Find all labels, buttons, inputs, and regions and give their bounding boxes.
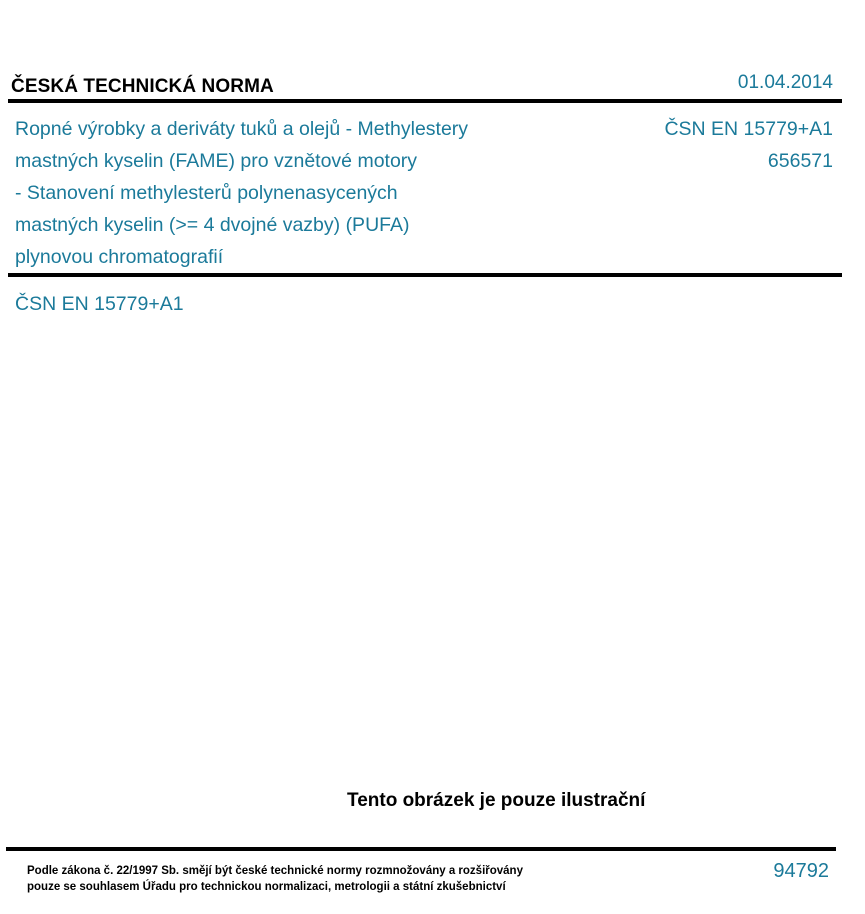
- standard-title: [15, 113, 535, 273]
- standard-title-line: - Stanovení methylesterů polynenasycených: [15, 182, 398, 204]
- standard-sub-code: ČSN EN 15779+A1: [15, 293, 184, 315]
- standard-title-line: mastných kyselin (FAME) pro vznětové motory: [15, 150, 418, 172]
- classification-number: 656571: [767, 150, 833, 172]
- legal-notice-line: pouze se souhlasem Úřadu pro technickou normalizaci, metrologii a státní zkušebnictví: [27, 881, 506, 893]
- legal-notice: [27, 863, 523, 895]
- standard-title-line: mastných kyselin (>= 4 dvojné vazby) (PUFA): [15, 214, 410, 236]
- footer-divider: [6, 847, 836, 851]
- document-header-title: ČESKÁ TECHNICKÁ NORMA: [11, 76, 274, 97]
- standard-title-line: Ropné výrobky a deriváty tuků a olejů - Methylestery: [15, 118, 469, 140]
- illustration-note: Tento obrázek je pouze ilustrační: [347, 790, 646, 811]
- document-number: 94792: [773, 860, 829, 882]
- standard-code: ČSN EN 15779+A1: [664, 118, 833, 140]
- issue-date: 01.04.2014: [737, 72, 833, 93]
- legal-notice-line: Podle zákona č. 22/1997 Sb. smějí být české technické normy rozmnožovány a rozšiřovány: [27, 865, 523, 877]
- standard-title-line: plynovou chromatografií: [15, 246, 224, 268]
- header-divider: [8, 99, 842, 103]
- title-divider: [8, 273, 842, 277]
